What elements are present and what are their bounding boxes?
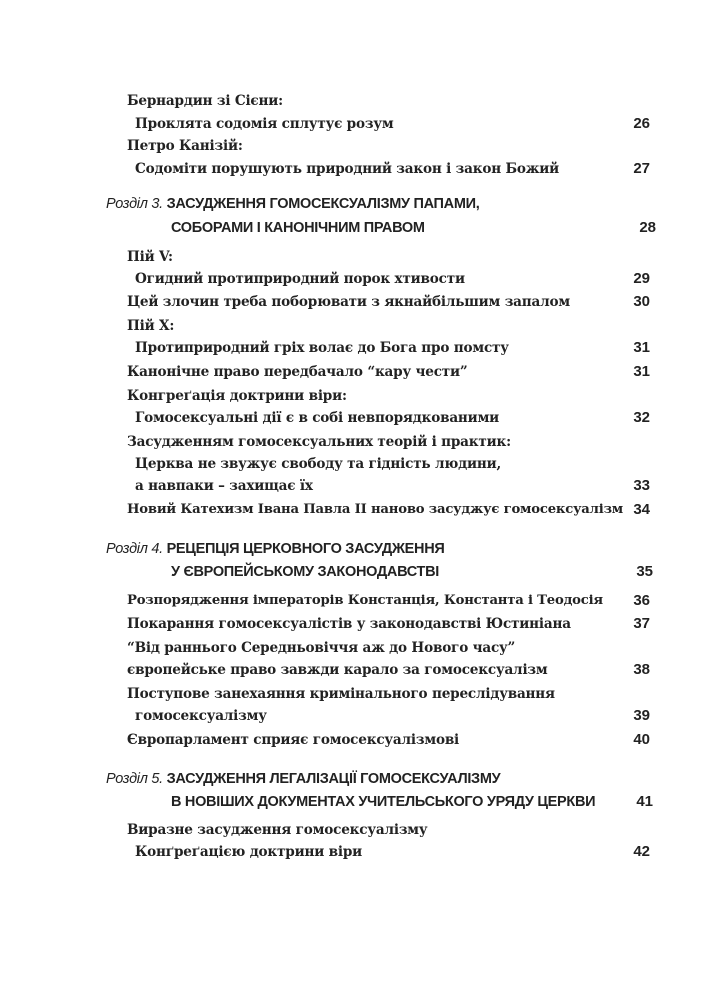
chapter-title: ЗАСУДЖЕННЯ ГОМОСЕКСУАЛІЗМУ ПАПАМИ, (166, 196, 480, 212)
chapter-label: Розділ 3. (106, 196, 163, 212)
toc-page-number: 28 (639, 219, 656, 236)
toc-entry-subtitle: Конґреґацією доктрини віри (135, 844, 363, 860)
chapter-title-line2: СОБОРАМИ І КАНОНІЧНИМ ПРАВОМ (171, 220, 425, 236)
toc-entry-title: Виразне засудження гомосексуалізму (127, 822, 428, 838)
chapter-heading (106, 540, 445, 558)
toc-page-number: 40 (633, 731, 650, 748)
toc-entry-subtitle: Содоміти порушують природний закон і закон Божий (135, 161, 560, 177)
toc-entry-title: “Від раннього Середньовіччя аж до Нового часу” (127, 640, 516, 656)
chapter-title: ЗАСУДЖЕННЯ ЛЕГАЛІЗАЦІЇ ГОМОСЕКСУАЛІЗМУ (166, 771, 501, 787)
toc-entry-title: Покарання гомосексуалістів у законодавстві Юстиніана (127, 616, 571, 632)
toc-page-number: 35 (636, 563, 653, 580)
toc-page-number: 29 (633, 270, 650, 287)
toc-entry-subtitle: Протиприродний гріх волає до Бога про помсту (135, 340, 509, 356)
toc-entry-title: Засудженням гомосексуальних теорій і практик: (127, 434, 511, 450)
toc-page-number: 31 (633, 363, 650, 380)
toc-entry-title: Європарламент сприяє гомосексуалізмові (127, 732, 460, 748)
toc-page-number: 39 (633, 707, 650, 724)
toc-page-number: 33 (633, 477, 650, 494)
chapter-heading (106, 195, 479, 213)
chapter-label: Розділ 4. (106, 541, 163, 557)
toc-entry-title: Бернардин зі Сієни: (127, 93, 283, 109)
toc-entry-title: Конгреґація доктрини віри: (127, 388, 347, 404)
toc-entry-title: Розпорядження імператорів Констанція, Константа і Теодосія (127, 593, 603, 608)
toc-page-number: 37 (633, 615, 650, 632)
chapter-heading (106, 770, 500, 788)
toc-page-number: 30 (633, 293, 650, 310)
toc-entry-subtitle: а навпаки – захищає їх (135, 478, 313, 494)
toc-page-number: 26 (633, 115, 650, 132)
chapter-title-line2: В НОВІШИХ ДОКУМЕНТАХ УЧИТЕЛЬСЬКОГО УРЯДУ ЦЕРКВИ (171, 794, 596, 810)
chapter-title: РЕЦЕПЦІЯ ЦЕРКОВНОГО ЗАСУДЖЕННЯ (166, 541, 445, 557)
toc-page-number: 34 (633, 501, 650, 518)
toc-entry-title: Поступове занехаяння кримінального переслідування (127, 686, 555, 702)
toc-page-number: 36 (633, 592, 650, 609)
toc-page-number: 27 (633, 160, 650, 177)
toc-entry-subtitle: Огидний протиприродний порок хтивости (135, 271, 465, 287)
toc-page-number: 31 (633, 339, 650, 356)
toc-page-number: 41 (636, 793, 653, 810)
toc-entry-title: Цей злочин треба поборювати з якнайбільшим запалом (127, 294, 570, 310)
toc-entry-title: Пій V: (127, 249, 173, 265)
toc-entry-title: Новий Катехизм Івана Павла ІІ наново засуджує гомосексуалізм (127, 502, 624, 517)
toc-page-number: 42 (633, 843, 650, 860)
toc-entry-title: Канонічне право передбачало “кару чести” (127, 364, 468, 380)
toc-entry-subtitle: Гомосексуальні дії є в собі невпорядкованими (135, 410, 500, 426)
toc-page-number: 38 (633, 661, 650, 678)
chapter-label: Розділ 5. (106, 771, 163, 787)
toc-entry-subtitle: гомосексуалізму (135, 708, 267, 724)
toc-entry-subtitle: Церква не звужує свободу та гідність людини, (135, 456, 502, 472)
toc-page-number: 32 (633, 409, 650, 426)
toc-entry-subtitle: Проклята содомія сплутує розум (135, 116, 394, 132)
toc-entry-title: Пій X: (127, 318, 175, 334)
toc-entry-subtitle: європейське право завжди карало за гомосексуалізм (127, 662, 548, 678)
chapter-title-line2: У ЄВРОПЕЙСЬКОМУ ЗАКОНОДАВСТВІ (171, 564, 439, 580)
toc-entry-title: Петро Канізій: (127, 138, 243, 154)
